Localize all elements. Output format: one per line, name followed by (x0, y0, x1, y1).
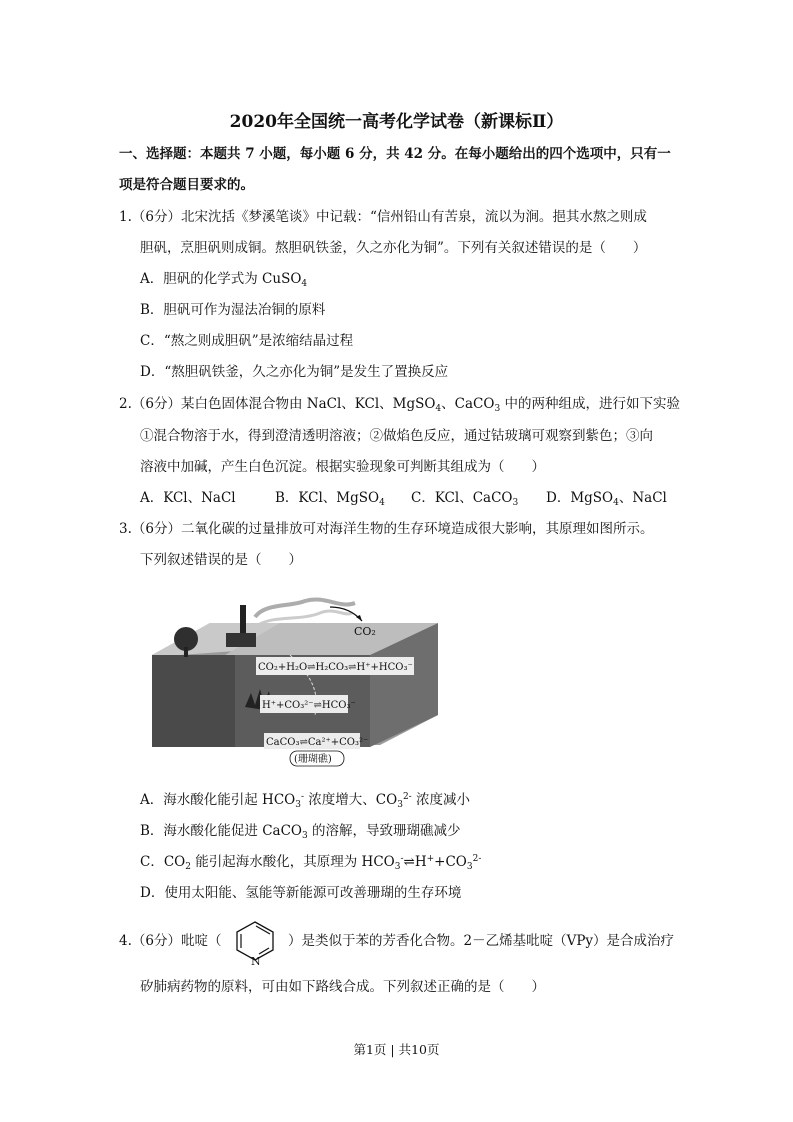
pyridine-structure-icon (230, 918, 280, 966)
q3-option-a[interactable]: A．海水酸化能引起 $HCO_3^-$ 浓度增大、$CO_3^{2-}$ 浓度减小 (140, 792, 471, 810)
q1-option-d[interactable]: D．“熬胆矾铁釜，久之亦化为铜”是发生了置换反应 (140, 364, 449, 380)
q3-stem-line2: 下列叙述错误的是（ ） (140, 552, 302, 568)
q1-stem-line2: 胆矾，烹胆矾则成铜。熬胆矾铁釜，久之亦化为铜”。下列有关叙述错误的是（ ） (140, 240, 647, 256)
fig-equation-1: CO₂+H₂O⇌H₂CO₃⇌H⁺+HCO₃⁻ (258, 662, 413, 673)
q3-option-b[interactable]: B．海水酸化能促进 CaCO$_3$ 的溶解，导致珊瑚礁减少 (140, 823, 461, 841)
q2-stem-line1: 2.（6分）某白色固体混合物由 NaCl、KCl、MgSO$_4$、CaCO$_3$ 中的两种组成，进行如下实验 (119, 396, 680, 414)
fig-equation-3: CaCO₃⇌Ca²⁺+CO₃²⁻ (266, 737, 369, 748)
q2-stem-line2: ①混合物溶于水，得到澄清透明溶液；②做焰色反应，通过钴玻璃可观察到紫色；③向 (140, 428, 653, 444)
factory-icon (226, 633, 256, 647)
q4-stem-line1-b: ）是类似于苯的芳香化合物。2－乙烯基吡啶（VPy）是合成治疗 (288, 933, 675, 949)
q3-stem-line1: 3.（6分）二氧化碳的过量排放可对海洋生物的生存环境造成很大影响，其原理如图所示。 (119, 521, 654, 537)
ocean-acidification-figure (140, 595, 440, 780)
section-heading-line1: 一、选择题：本题共 7 小题，每小题 6 分，共 42 分。在每小题给出的四个选项中，只有一 (119, 146, 671, 162)
pyridine-n-label: N (251, 955, 261, 966)
chimney-icon (240, 605, 246, 637)
q2-stem-line3: 溶液中加碱，产生白色沉淀。根据实验现象可判断其组成为（ ） (140, 459, 545, 475)
page-footer: 第1页 | 共10页 (353, 1042, 440, 1057)
fig-coral-label: (珊瑚礁) (294, 754, 332, 765)
q2-option-d[interactable]: D．MgSO$_4$、NaCl (546, 490, 667, 508)
q1-stem-line1: 1.（6分）北宋沈括《梦溪笔谈》中记载：“信州铅山有苦泉，流以为涧。挹其水熬之则成 (119, 209, 647, 225)
q4-stem-line1-a: 4.（6分）吡啶（ (119, 933, 222, 949)
q1-option-a[interactable]: A．胆矾的化学式为 CuSO$_4$ (140, 271, 308, 289)
q3-option-c[interactable]: C．$CO_2$ 能引起海水酸化，其原理为 $HCO_3^-\rightleftharpoons H^++CO_3^{2-}$ (140, 854, 482, 872)
q1-option-c[interactable]: C．“熬之则成胆矾”是浓缩结晶过程 (140, 333, 354, 349)
fig-equation-2: H⁺+CO₃²⁻⇌HCO₃⁻ (262, 700, 356, 711)
fig-co2-label: CO₂ (354, 625, 376, 638)
section-heading-line2: 项是符合题目要求的。 (119, 177, 254, 193)
q4-stem-line2: 矽肺病药物的原料，可由如下路线合成。下列叙述正确的是（ ） (140, 979, 545, 995)
q2-option-a[interactable]: A．KCl、NaCl (140, 490, 236, 506)
q3-option-d[interactable]: D．使用太阳能、氢能等新能源可改善珊瑚的生存环境 (140, 885, 462, 901)
q2-option-b[interactable]: B．KCl、MgSO$_4$ (275, 490, 385, 508)
q2-option-c[interactable]: C．KCl、CaCO$_3$ (411, 490, 519, 508)
page-title: 2020年全国统一高考化学试卷（新课标Ⅱ） (229, 112, 564, 132)
q1-option-b[interactable]: B．胆矾可作为湿法冶铜的原料 (140, 302, 326, 318)
